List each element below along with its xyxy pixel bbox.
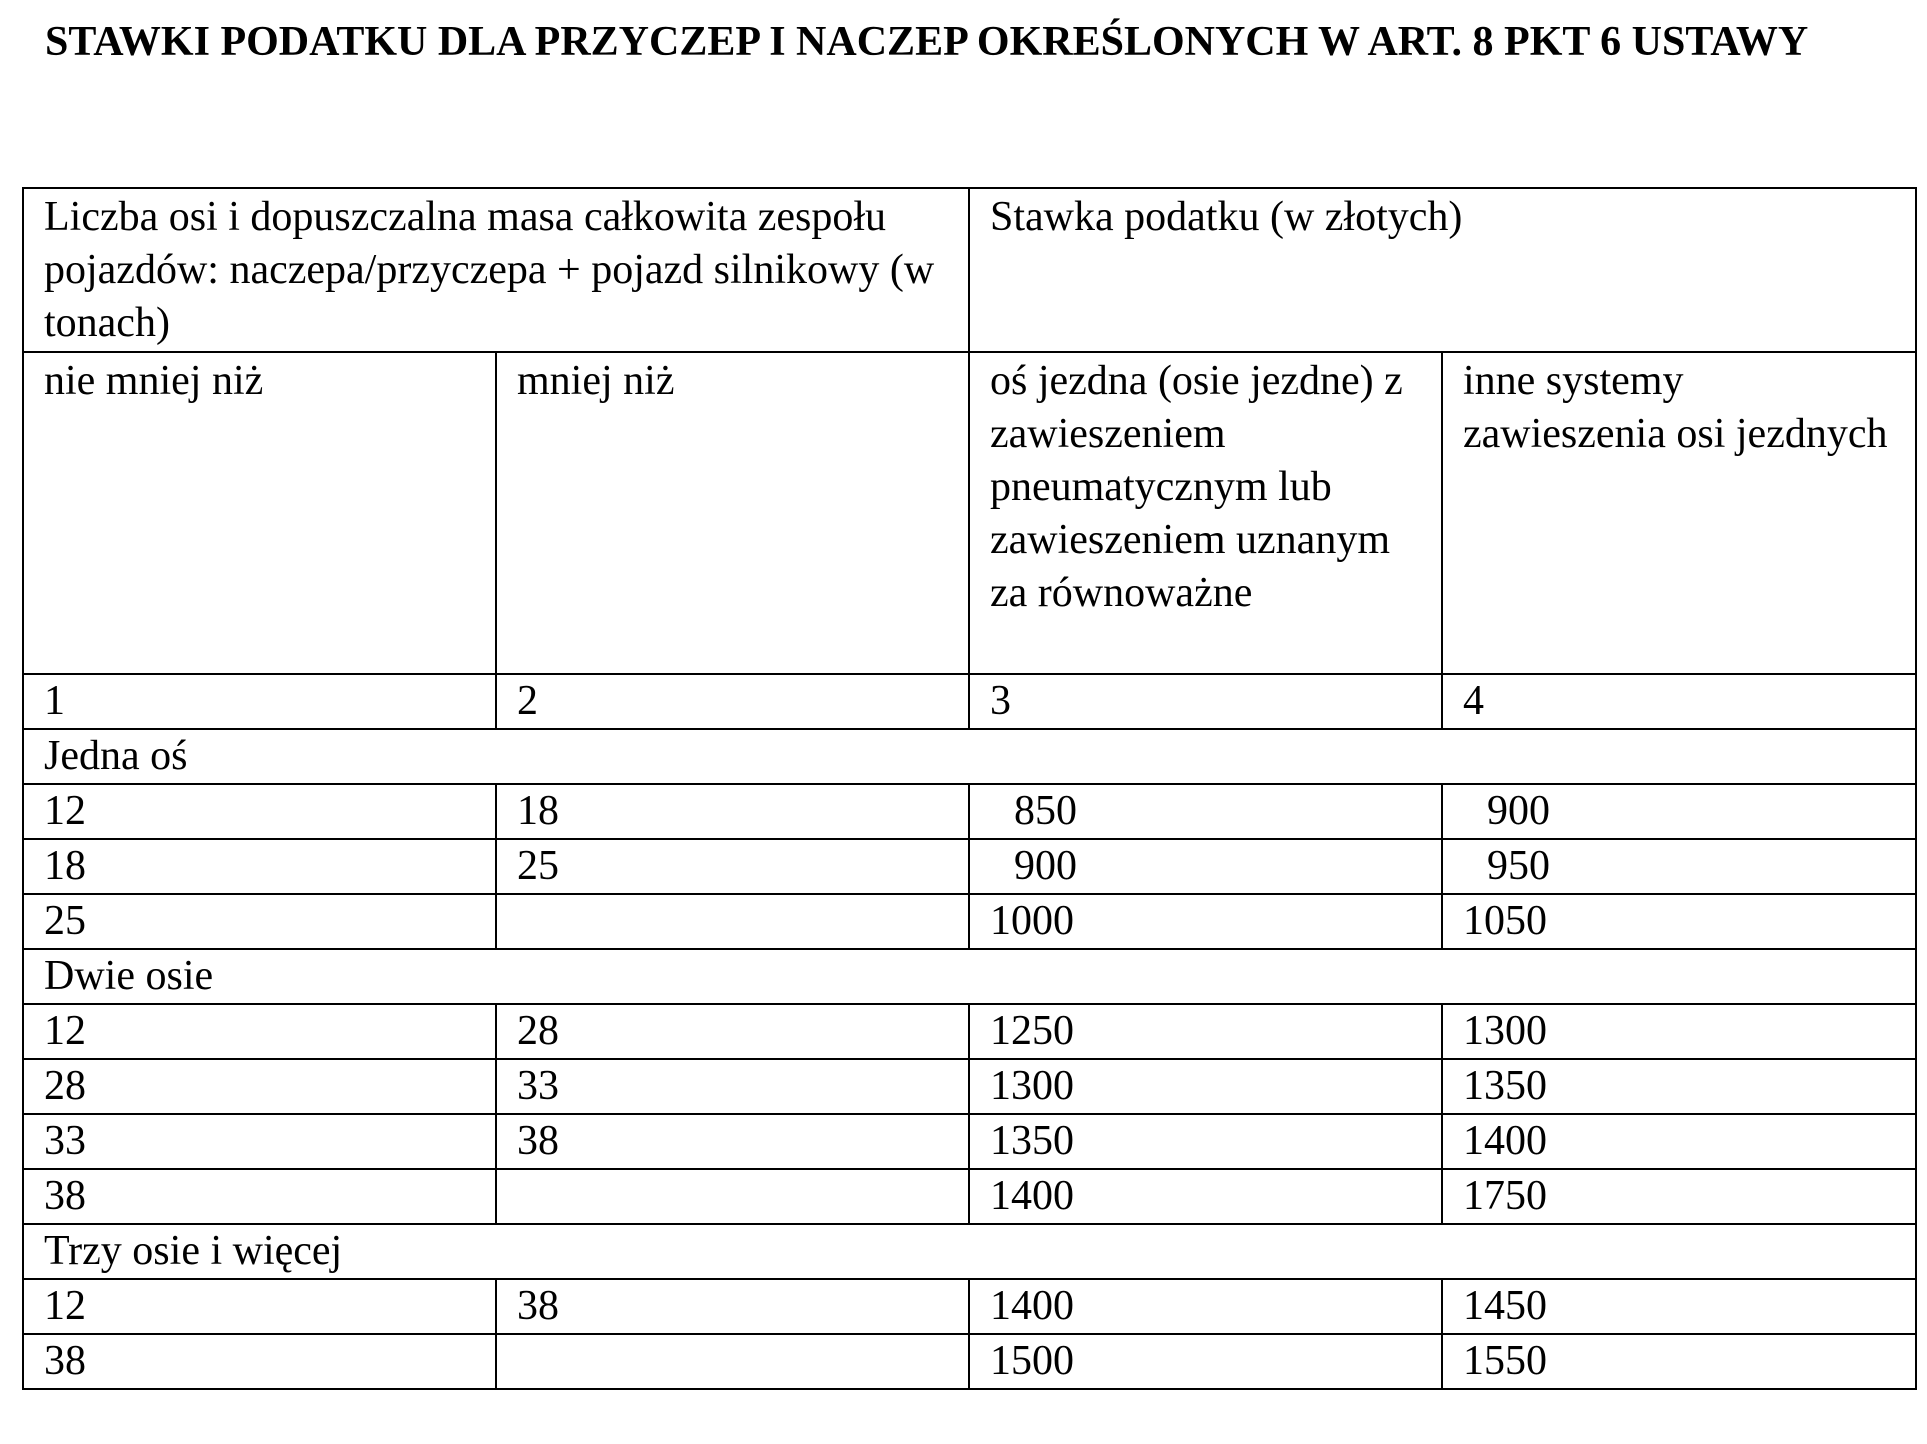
header-col-max: mniej niż <box>496 352 969 674</box>
section-label: Jedna oś <box>23 729 1916 784</box>
table-row <box>23 1059 1916 1114</box>
cell-min: 38 <box>23 1334 496 1389</box>
column-number: 3 <box>969 674 1442 729</box>
cell-other: 1750 <box>1442 1169 1916 1224</box>
section-label: Trzy osie i więcej <box>23 1224 1916 1279</box>
cell-pneumatic: 1300 <box>969 1059 1442 1114</box>
column-number: 4 <box>1442 674 1916 729</box>
cell-other: 1400 <box>1442 1114 1916 1169</box>
cell-pneumatic: 1250 <box>969 1004 1442 1059</box>
cell-pneumatic: 1400 <box>969 1169 1442 1224</box>
cell-min: 18 <box>23 839 496 894</box>
cell-other: 1450 <box>1442 1279 1916 1334</box>
table-row <box>23 1004 1916 1059</box>
cell-pneumatic: 900 <box>969 839 1442 894</box>
section-row <box>23 1224 1916 1279</box>
cell-pneumatic: 850 <box>969 784 1442 839</box>
cell-other: 1300 <box>1442 1004 1916 1059</box>
cell-max: 38 <box>496 1279 969 1334</box>
cell-max <box>496 1334 969 1389</box>
cell-min: 25 <box>23 894 496 949</box>
cell-min: 38 <box>23 1169 496 1224</box>
cell-other: 1550 <box>1442 1334 1916 1389</box>
header-mass-group: Liczba osi i dopuszczalna masa całkowita zespołu pojazdów: naczepa/przyczepa + pojazd silnikowy (w tonach) <box>23 188 969 352</box>
cell-min: 28 <box>23 1059 496 1114</box>
section-row <box>23 729 1916 784</box>
cell-pneumatic: 1000 <box>969 894 1442 949</box>
cell-other: 1050 <box>1442 894 1916 949</box>
header-col-other: inne systemy zawieszenia osi jezdnych <box>1442 352 1916 674</box>
cell-max <box>496 1169 969 1224</box>
header-col-pneumatic: oś jezdna (osie jezdne) z zawieszeniem pneumatycznym lub zawieszeniem uznanym za równoważne <box>969 352 1442 674</box>
cell-pneumatic: 1350 <box>969 1114 1442 1169</box>
header-row-groups <box>23 188 1916 352</box>
cell-other: 1350 <box>1442 1059 1916 1114</box>
cell-min: 12 <box>23 1279 496 1334</box>
table-row <box>23 1279 1916 1334</box>
column-number: 2 <box>496 674 969 729</box>
column-number: 1 <box>23 674 496 729</box>
cell-min: 12 <box>23 784 496 839</box>
document-title: STAWKI PODATKU DLA PRZYCZEP I NACZEP OKREŚLONYCH W ART. 8 PKT 6 USTAWY <box>45 19 1809 65</box>
table-row <box>23 1114 1916 1169</box>
cell-max <box>496 894 969 949</box>
header-col-min: nie mniej niż <box>23 352 496 674</box>
tax-rate-table <box>22 187 1917 1390</box>
table-row <box>23 839 1916 894</box>
cell-max: 25 <box>496 839 969 894</box>
cell-max: 38 <box>496 1114 969 1169</box>
section-label: Dwie osie <box>23 949 1916 1004</box>
section-row <box>23 949 1916 1004</box>
cell-other: 900 <box>1442 784 1916 839</box>
table-row <box>23 1334 1916 1389</box>
cell-min: 33 <box>23 1114 496 1169</box>
column-number-row <box>23 674 1916 729</box>
cell-pneumatic: 1400 <box>969 1279 1442 1334</box>
table-row <box>23 784 1916 839</box>
header-rate-group: Stawka podatku (w złotych) <box>969 188 1916 352</box>
cell-max: 28 <box>496 1004 969 1059</box>
header-row-columns <box>23 352 1916 674</box>
cell-max: 33 <box>496 1059 969 1114</box>
table-row <box>23 1169 1916 1224</box>
table-row <box>23 894 1916 949</box>
cell-max: 18 <box>496 784 969 839</box>
cell-other: 950 <box>1442 839 1916 894</box>
cell-min: 12 <box>23 1004 496 1059</box>
cell-pneumatic: 1500 <box>969 1334 1442 1389</box>
